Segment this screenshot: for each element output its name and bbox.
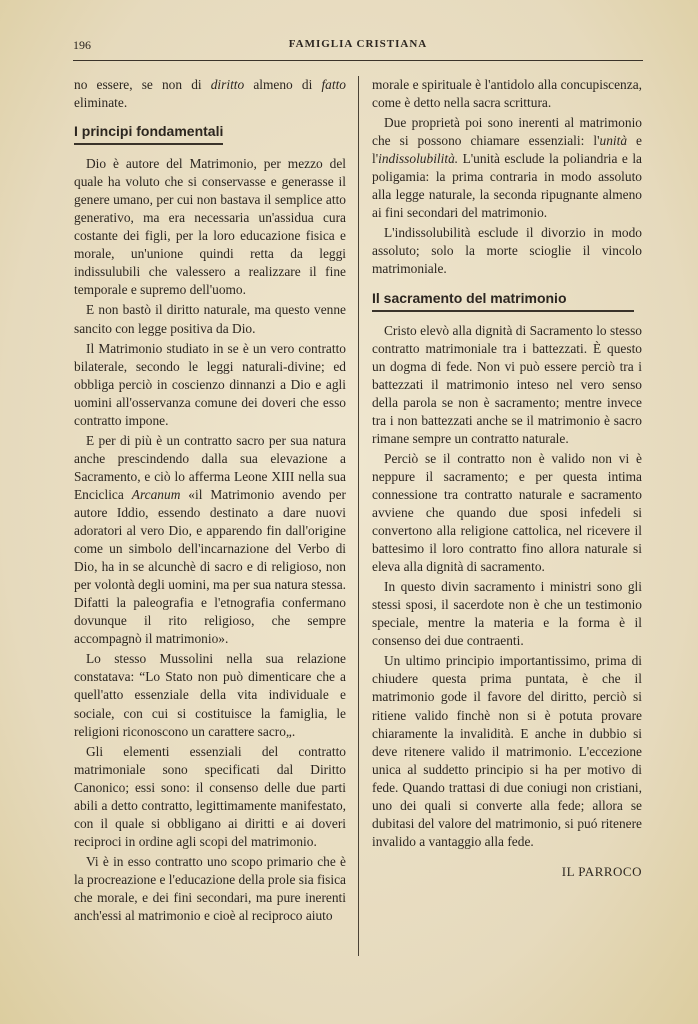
paragraph: E non bastò il diritto naturale, ma questo venne sancito con legge positiva da Dio. — [74, 302, 346, 336]
italic-term: indissolubilità. — [378, 151, 459, 167]
continuation-text — [74, 76, 346, 112]
section-heading-principi: I principi fondamentali — [74, 122, 223, 145]
column-divider — [358, 76, 359, 956]
italic-term: diritto — [210, 77, 245, 92]
continuation-text: morale e spirituale è l'antidolo alla concupiscenza, come è detto nella sacra scrittura. — [372, 77, 642, 111]
italic-term: fatto — [321, 77, 346, 92]
right-column — [372, 76, 642, 881]
paragraph: Un ultimo principio importantissimo, prima di chiudere questa prima puntata, è che il matrimonio gode il favore del diritto, perciò si ritiene valido finchè non si è potuta provare chiaramente la invalidità. E anche in dubbio si deve ritenere valido il matrimonio. L'eccezione unica al suddetto principio si ha per motivo di fede. Quando trattasi di due coniugi non cristiani, uno dei quali si converte alla fede; allora se dubitasi del valore del matrimonio, si puó ritenere invalido a vantaggio alla fede. — [372, 653, 642, 849]
text-run: eliminate. — [74, 95, 128, 111]
text-run: «il Matrimonio avendo per autore Iddio, essendo destinato a dare nuovi adoratori al vero Dio, e apparendo fin dall'origine come un simbolo dell'incarnazione del Verbo di Dio, ha in se alcunchè di sacro e di religioso, non per volontà degli uomini, ma per sua natura stessa. Difatti la paleografia e l'etnografia confermano dovunque il rito religioso, che sempre accompagnò il matrimonio». — [74, 486, 346, 647]
italic-term: unità — [599, 133, 628, 149]
text-run: no essere, se non di — [74, 77, 211, 92]
page-number: 196 — [73, 38, 91, 52]
paragraph: Perciò se il contratto non è valido non vi è neppure il sacramento; e per questa intima connessione tra contratto naturale e sacramento avviene che quando due sposi infedeli si convertono alla religione cattolica, nel ricevere il battesimo il loro contratto fino allora naturale si eleva alla dignità di sacramento. — [372, 450, 642, 575]
paragraph: Gli elementi essenziali del contratto matrimoniale sono specificati dal Diritto Canonico; essi sono: il consenso delle due parti abili a detto contratto, legittimamente manifestato, con il quale si obbligano ai diritti e ai doveri reciproci in ordine agli scopi del matrimonio. — [74, 743, 346, 849]
paragraph: Dio è autore del Matrimonio, per mezzo del quale ha voluto che si conservasse e generasse il genere umano, per cui non bastava il semplice atto generativo, ma era necessaria un'assidua cura costante dei figli, per la loro educazione fisica e morale, un'unione quindi retta da leggi indissulubili che valessero a realizzare il fine temporale e supremo dell'uomo. — [74, 156, 346, 298]
paragraph: In questo divin sacramento i ministri sono gli stessi sposi, il sacerdote non è che un testimonio speciale, mentre la materia e la forma è il consenso dei due contraenti. — [372, 579, 642, 649]
text-run: Due proprietà poi sono inerenti al matrimonio che si possono chiamare essenziali: l' — [372, 115, 642, 149]
paragraph: Vi è in esso contratto uno scopo primario che è la procreazione e l'educazione della prole sia fisica che morale, e dei fini secondari, ma pure inerenti anch'essi al matrimonio e cioè al reciproco aiuto — [74, 853, 346, 924]
running-header — [73, 38, 643, 56]
italic-term: Arcanum — [131, 486, 181, 502]
paragraph: Cristo elevò alla dignità di Sacramento lo stesso contratto matrimoniale tra i battezzati. È questo un dogma di fede. Non vi può essere perciò tra i battezzati il matrimonio inteso nel vero senso della parola se non è sacramento; mentre invece tra i non battezzati anche se il matrimonio è sacro rimane sempre un contratto naturale. — [372, 322, 642, 446]
section-heading-sacramento: Il sacramento del matrimonio — [372, 289, 634, 312]
text-run: almeno di — [244, 77, 322, 92]
text-run: L'unità esclude la poliandria e la poligamia: la prima contraria in modo assoluto alla legge naturale, la seconda ripugnante almeno ai fini secondari del matrimonio. — [372, 151, 642, 221]
paragraph — [74, 432, 346, 649]
paragraph: L'indissolubilità esclude il divorzio in modo assoluto; solo la morte scioglie il vincolo matrimoniale. — [372, 225, 642, 277]
signature: IL PARROCO — [561, 863, 642, 879]
text-run: e l' — [372, 133, 642, 167]
text-run: E per di più è un contratto sacro per sua natura anche prescindendo dalla sua elevazione a Sacramento, e ciò lo afferma Leone XIII nella sua Enciclica — [74, 432, 346, 502]
header-rule — [73, 60, 643, 61]
publication-title: FAMIGLIA CRISTIANA — [288, 38, 428, 50]
paragraph: Lo stesso Mussolini nella sua relazione constatava: “Lo Stato non può dimenticare che a quell'atto essenziale della vita individuale e sociale, con cui si costituisce la famiglia, le religioni riconoscono un carattere sacro„. — [74, 651, 346, 739]
left-column — [74, 76, 346, 925]
paragraph — [372, 114, 642, 222]
paragraph: Il Matrimonio studiato in se è un vero contratto bilaterale, secondo le leggi naturali-divine; ed obbliga perciò in coscienzo dinnanzi a Dio e agli uomini all'osservanza comune dei doveri che esso contratto impone. — [74, 340, 346, 428]
